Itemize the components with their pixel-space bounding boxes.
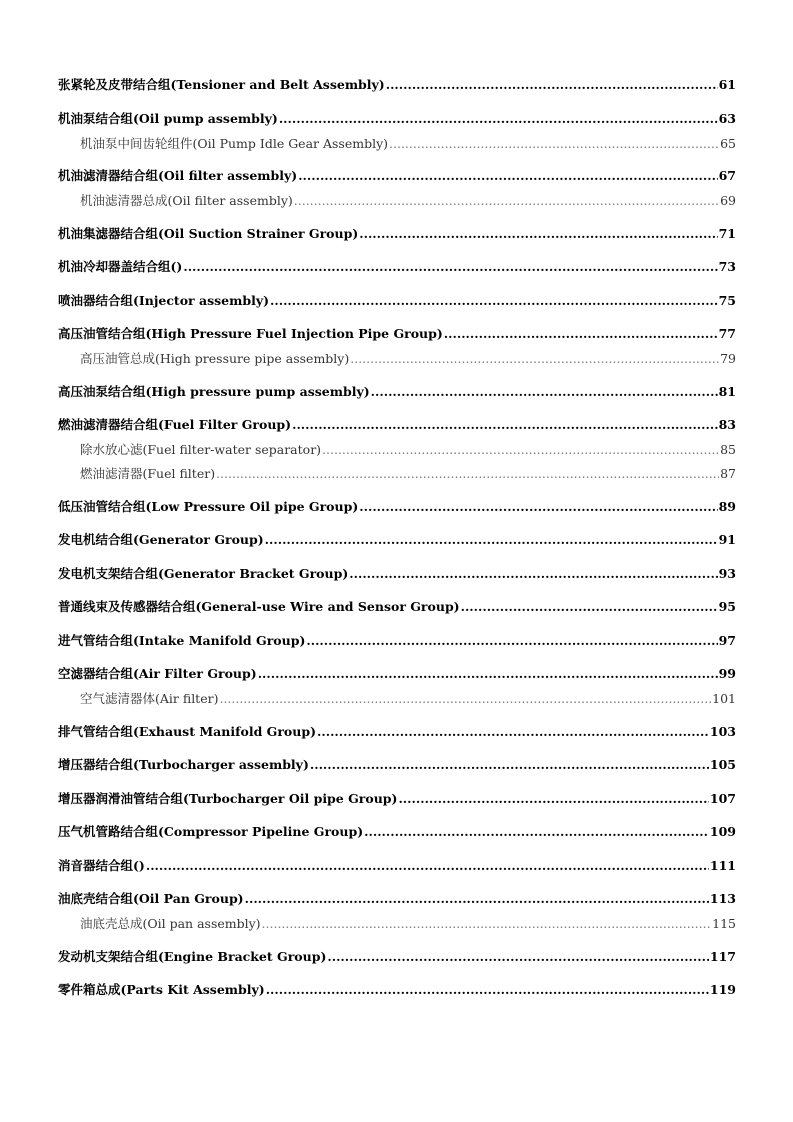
toc-entry-title: 高压油泵结合组(High pressure pump assembly) xyxy=(58,383,370,399)
dot-leader xyxy=(298,165,717,187)
toc-entry-page-number: 117 xyxy=(709,948,736,964)
toc-entry-title: 零件箱总成(Parts Kit Assembly) xyxy=(58,982,265,997)
toc-entry-page-number: 105 xyxy=(709,757,736,772)
toc-entry-page-number: 71 xyxy=(718,225,736,241)
toc-entry-page-number: 75 xyxy=(718,292,736,308)
toc-entry-title: 高压油管结合组(High Pressure Fuel Injection Pipe Group) xyxy=(58,326,443,341)
dot-leader xyxy=(219,688,711,709)
toc-entry-title: 压气机管路结合组(Compressor Pipeline Group) xyxy=(58,824,364,839)
toc-entry[interactable] xyxy=(58,256,736,278)
toc-entry-title: 燃油滤清器结合组(Fuel Filter Group) xyxy=(58,417,292,432)
toc-entry-title: 空滤器结合组(Air Filter Group) xyxy=(58,666,257,681)
toc-entry-title: 排气管结合组(Exhaust Manifold Group) xyxy=(58,723,317,739)
toc-entry-title: 普通线束及传感器结合组(General-use Wire and Sensor Group) xyxy=(58,599,460,614)
toc-entry-title: 高压油管总成(High pressure pipe assembly) xyxy=(80,351,350,366)
dot-leader xyxy=(279,108,718,130)
toc-entry[interactable] xyxy=(58,223,736,245)
toc-entry-title: 进气管结合组(Intake Manifold Group) xyxy=(58,632,306,648)
toc-entry-page-number: 69 xyxy=(720,193,736,208)
toc-entry[interactable] xyxy=(58,165,736,187)
dot-leader xyxy=(398,788,708,810)
toc-entry-page-number: 65 xyxy=(720,135,736,151)
dot-leader xyxy=(310,754,709,776)
toc-entry[interactable] xyxy=(58,290,736,312)
dot-leader xyxy=(389,133,719,154)
toc-entry-title: 发电机支架结合组(Generator Bracket Group) xyxy=(58,565,349,581)
toc-entry-title: 机油泵结合组(Oil pump assembly) xyxy=(58,110,278,126)
toc-entry-title: 除水放心滤(Fuel filter-water separator) xyxy=(80,442,322,457)
toc-entry[interactable] xyxy=(58,821,736,843)
toc-entry-title: 空气滤清器体(Air filter) xyxy=(80,691,219,706)
toc-entry-page-number: 83 xyxy=(718,417,736,432)
toc-entry[interactable] xyxy=(58,630,736,652)
toc-entry-page-number: 77 xyxy=(718,326,736,341)
dot-leader xyxy=(349,563,717,585)
toc-subentry[interactable] xyxy=(80,463,736,484)
toc-entry-page-number: 97 xyxy=(718,632,736,648)
toc-entry-page-number: 99 xyxy=(718,666,736,681)
toc-entry[interactable] xyxy=(58,496,736,518)
toc-entry-page-number: 119 xyxy=(709,982,736,997)
toc-entry-page-number: 89 xyxy=(718,498,736,514)
toc-entry-title: 发电机结合组(Generator Group) xyxy=(58,532,264,547)
toc-entry[interactable] xyxy=(58,529,736,551)
toc-entry-title: 低压油管结合组(Low Pressure Oil pipe Group) xyxy=(58,498,359,514)
toc-entry[interactable] xyxy=(58,381,736,403)
toc-entry-title: 机油冷却器盖结合组() xyxy=(58,259,183,274)
toc-entry[interactable] xyxy=(58,721,736,743)
toc-entry-page-number: 81 xyxy=(718,383,736,399)
toc-entry[interactable] xyxy=(58,108,736,130)
toc-entry[interactable] xyxy=(58,414,736,436)
toc-entry-page-number: 101 xyxy=(712,691,736,706)
toc-entry-title: 机油滤清器总成(Oil filter assembly) xyxy=(80,193,293,208)
dot-leader xyxy=(306,630,717,652)
dot-leader xyxy=(292,414,718,436)
dot-leader xyxy=(322,439,719,460)
dot-leader xyxy=(317,721,709,743)
toc-entry-title: 增压器结合组(Turbocharger assembly) xyxy=(58,757,309,772)
toc-entry[interactable] xyxy=(58,788,736,810)
toc-entry-page-number: 107 xyxy=(709,790,736,806)
toc-subentry[interactable] xyxy=(80,190,736,211)
toc-entry[interactable] xyxy=(58,754,736,776)
dot-leader xyxy=(350,348,719,369)
toc-entry[interactable] xyxy=(58,323,736,345)
toc-entry-page-number: 93 xyxy=(718,565,736,581)
toc-entry-title: 增压器润滑油管结合组(Turbocharger Oil pipe Group) xyxy=(58,790,398,806)
dot-leader xyxy=(364,821,709,843)
toc-subentry[interactable] xyxy=(80,348,736,369)
dot-leader xyxy=(216,463,719,484)
toc-entry-page-number: 95 xyxy=(718,599,736,614)
toc-entry[interactable] xyxy=(58,888,736,910)
toc-entry-title: 张紧轮及皮带结合组(Tensioner and Belt Assembly) xyxy=(58,77,385,92)
dot-leader xyxy=(327,946,709,968)
dot-leader xyxy=(262,913,712,934)
toc-entry-title: 喷油器结合组(Injector assembly) xyxy=(58,292,270,308)
table-of-contents xyxy=(58,74,736,1001)
toc-entry-page-number: 85 xyxy=(720,442,736,457)
toc-entry-page-number: 91 xyxy=(718,532,736,547)
toc-entry-title: 发动机支架结合组(Engine Bracket Group) xyxy=(58,948,327,964)
dot-leader xyxy=(265,529,718,551)
toc-entry[interactable] xyxy=(58,979,736,1001)
dot-leader xyxy=(444,323,718,345)
toc-entry[interactable] xyxy=(58,855,736,877)
dot-leader xyxy=(183,256,717,278)
toc-entry-page-number: 87 xyxy=(720,466,736,481)
dot-leader xyxy=(270,290,718,312)
dot-leader xyxy=(386,74,718,96)
toc-entry-page-number: 67 xyxy=(718,168,736,183)
toc-entry-title: 机油泵中间齿轮组件(Oil Pump Idle Gear Assembly) xyxy=(80,135,389,151)
toc-entry[interactable] xyxy=(58,663,736,685)
toc-entry[interactable] xyxy=(58,563,736,585)
dot-leader xyxy=(258,663,718,685)
toc-entry-page-number: 109 xyxy=(709,824,736,839)
toc-subentry[interactable] xyxy=(80,913,736,934)
toc-entry-page-number: 111 xyxy=(709,857,736,873)
toc-subentry[interactable] xyxy=(80,133,736,154)
toc-entry-page-number: 73 xyxy=(718,259,736,274)
toc-entry-title: 机油滤清器结合组(Oil filter assembly) xyxy=(58,168,298,183)
toc-entry-title: 油底壳结合组(Oil Pan Group) xyxy=(58,891,244,906)
toc-entry[interactable] xyxy=(58,946,736,968)
toc-entry-page-number: 63 xyxy=(718,110,736,126)
toc-subentry[interactable] xyxy=(80,688,736,709)
dot-leader xyxy=(245,888,709,910)
dot-leader xyxy=(461,596,718,618)
toc-entry-page-number: 79 xyxy=(720,351,736,366)
toc-entry-title: 机油集滤器结合组(Oil Suction Strainer Group) xyxy=(58,225,359,241)
toc-subentry[interactable] xyxy=(80,439,736,460)
dot-leader xyxy=(146,855,709,877)
dot-leader xyxy=(371,381,718,403)
dot-leader xyxy=(266,979,709,1001)
dot-leader xyxy=(359,223,717,245)
toc-entry-page-number: 113 xyxy=(709,891,736,906)
toc-entry-page-number: 61 xyxy=(718,77,736,92)
toc-entry-page-number: 103 xyxy=(709,723,736,739)
toc-entry-title: 油底壳总成(Oil pan assembly) xyxy=(80,916,261,931)
dot-leader xyxy=(294,190,719,211)
toc-entry-page-number: 115 xyxy=(712,916,736,931)
toc-entry-title: 燃油滤清器(Fuel filter) xyxy=(80,466,216,481)
toc-entry[interactable] xyxy=(58,74,736,96)
dot-leader xyxy=(359,496,717,518)
toc-entry-title: 消音器结合组() xyxy=(58,857,145,873)
toc-entry[interactable] xyxy=(58,596,736,618)
